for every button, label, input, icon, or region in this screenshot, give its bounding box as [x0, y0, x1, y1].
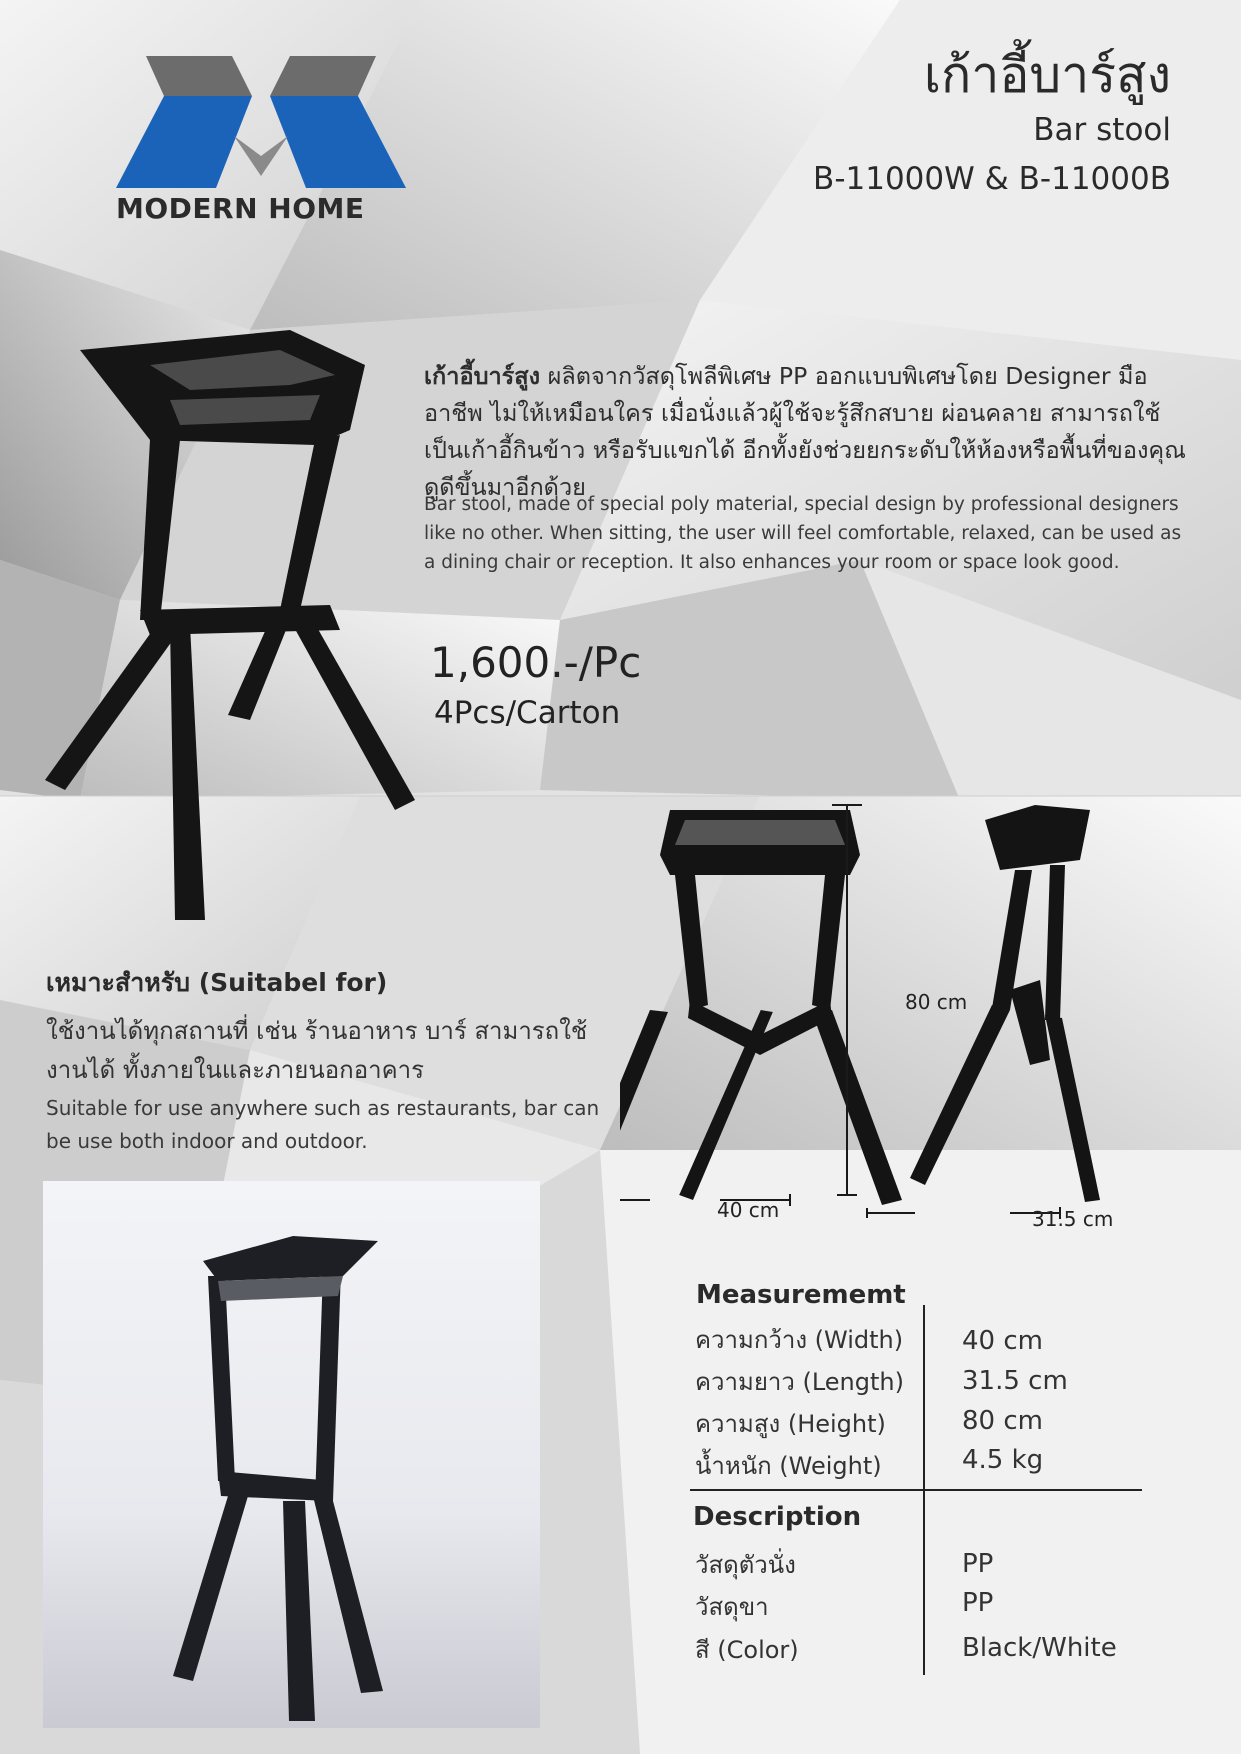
spec-label: วัสดุขา — [695, 1593, 769, 1621]
suitable-text-thai: ใช้งานได้ทุกสถานที่ เช่น ร้านอาหาร บาร์ สามารถใช้งานได้ ทั้งภายในและภายนอกอาคาร — [46, 1017, 588, 1084]
suitable-heading: เหมาะสำหรับ (Suitabel for) — [46, 968, 388, 997]
description-heading: Description — [693, 1502, 862, 1532]
dimension-width: 40 cm — [717, 1198, 780, 1222]
spec-label: ความยาว (Length) — [695, 1368, 904, 1396]
spec-value: Black/White — [962, 1633, 1117, 1663]
carton-quantity: 4Pcs/Carton — [434, 695, 621, 731]
stool-illustration-main — [40, 320, 430, 920]
spec-value: PP — [962, 1549, 994, 1579]
price: 1,600.-/Pc — [430, 638, 642, 687]
suitable-text-english: Suitable for use anywhere such as restaurants, bar can be use both indoor and outdoor. — [46, 1096, 600, 1153]
brand-name: MODERN HOME — [116, 192, 365, 225]
spec-value: 4.5 kg — [962, 1445, 1044, 1475]
spec-label: ความกว้าง (Width) — [695, 1326, 904, 1354]
measurement-heading: Measurememt — [696, 1280, 906, 1310]
description-thai-text: ผลิตจากวัสดุโพลีพิเศษ PP ออกแบบพิเศษโดย Designer มืออาชีพ ไม่ให้เหมือนใคร เมื่อนั่งแล้วผู้ใช้จะรู้สึกสบาย ผ่อนคลาย สามารถใช้เป็นเก้าอี้กินข้าว หรือรับแขกได้ อีกทั้งยังช่วยยกระดับให้ห้องหรือพื้นที่ของคุณดูดีขึ้นมาอีกด้วย — [424, 362, 1186, 501]
spec-label: สี (Color) — [695, 1636, 799, 1664]
product-title-english: Bar stool — [1033, 112, 1171, 148]
spec-divider-horizontal — [690, 1489, 1142, 1491]
product-title-thai: เก้าอี้บาร์สูง — [923, 46, 1171, 104]
description-thai — [424, 358, 1196, 506]
spec-value: PP — [962, 1588, 994, 1618]
product-photo — [43, 1181, 540, 1728]
spec-value: 40 cm — [962, 1326, 1043, 1356]
description-thai-bold: เก้าอี้บาร์สูง — [424, 362, 541, 390]
spec-value: 80 cm — [962, 1406, 1043, 1436]
model-number: B-11000W & B-11000B — [813, 161, 1171, 197]
description-english: Bar stool, made of special poly material, special design by professional designers like no other. When sitting, the user will feel comfortable, relaxed, can be used as a dining chair or reception. It also enhances your room or space look good. — [424, 494, 1182, 573]
spec-label: ความสูง (Height) — [695, 1410, 886, 1438]
spec-label: วัสดุตัวนั่ง — [695, 1551, 796, 1579]
spec-label: น้ำหนัก (Weight) — [695, 1452, 882, 1480]
dimension-length: 31.5 cm — [1032, 1207, 1114, 1231]
dimension-drawing — [620, 790, 1200, 1250]
spec-value: 31.5 cm — [962, 1366, 1068, 1396]
dimension-height: 80 cm — [905, 990, 968, 1014]
